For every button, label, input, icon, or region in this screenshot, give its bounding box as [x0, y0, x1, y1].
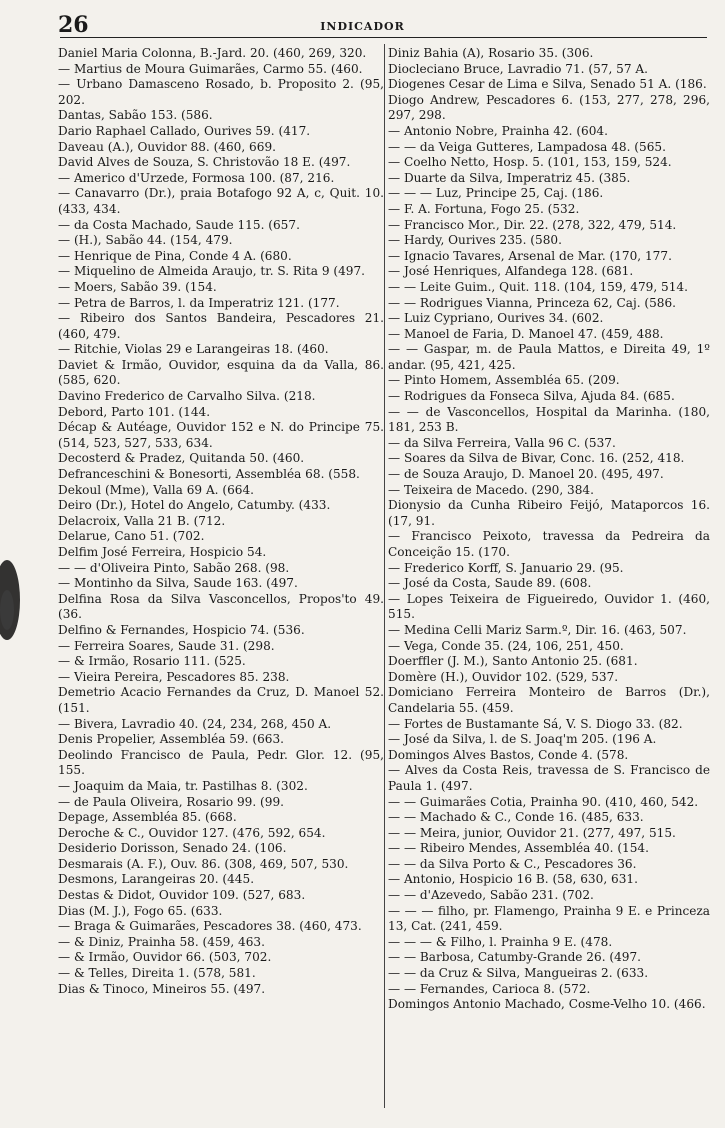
directory-entry: Diocleciano Bruce, Lavradio 71. (57, 57 A. — [388, 61, 648, 76]
directory-entry: — Urbano Damasceno Rosado, b. Proposito 2. (95, 202. — [58, 77, 384, 107]
directory-entry: Denis Propelier, Assembléa 59. (663. — [58, 732, 285, 747]
directory-entry: Domingos Antonio Machado, Cosme-Velho 10. (466. — [388, 997, 706, 1012]
header-rule — [60, 37, 707, 38]
directory-entry: — — da Silva Porto & C., Pescadores 36. — [388, 856, 637, 871]
directory-entry: — Henrique de Pina, Conde 4 A. (680. — [58, 248, 292, 263]
directory-entry: — de Paula Oliveira, Rosario 99. (99. — [58, 794, 284, 809]
directory-entry: Dario Raphael Callado, Ourives 59. (417. — [58, 123, 311, 138]
directory-entry: Delfim José Ferreira, Hospicio 54. — [58, 545, 267, 559]
directory-entry: — Manoel de Faria, D. Manoel 47. (459, 488. — [388, 326, 664, 341]
directory-entry: — — — Luz, Principe 25, Caj. (186. — [388, 186, 604, 201]
directory-entry: Deroche & C., Ouvidor 127. (476, 592, 654. — [58, 825, 326, 840]
directory-entry: — — Rodrigues Vianna, Princeza 62, Caj. (586. — [388, 295, 677, 310]
directory-entry: — da Silva Ferreira, Valla 96 C. (537. — [388, 435, 616, 450]
directory-entry: Domère (H.), Ouvidor 102. (529, 537. — [388, 669, 619, 684]
directory-entry: — Ritchie, Violas 29 e Larangeiras 18. (460. — [58, 342, 329, 357]
directory-entry: — Lopes Teixeira de Figueiredo, Ouvidor 1. (460, 515. — [388, 591, 710, 622]
directory-entry: — Medina Celli Mariz Sarm.º, Dir. 16. (463, 507. — [388, 622, 687, 637]
directory-entry: — & Diniz, Prainha 58. (459, 463. — [58, 934, 265, 949]
directory-entry: — Petra de Barros, l. da Imperatriz 121. (177. — [58, 295, 340, 310]
directory-entry: — Fortes de Bustamante Sá, V. S. Diogo 33. (82. — [388, 716, 683, 731]
directory-entry: Demetrio Acacio Fernandes da Cruz, D. Manoel 52. (151. — [58, 685, 384, 715]
directory-entry: — — d'Oliveira Pinto, Sabão 268. (98. — [58, 560, 290, 575]
directory-entry: Dias (M. J.), Fogo 65. (633. — [58, 903, 223, 918]
directory-entry: David Alves de Souza, S. Christovão 18 E. (497. — [58, 155, 351, 170]
directory-entry: Doerffler (J. M.), Santo Antonio 25. (681. — [388, 654, 638, 669]
directory-entry: — Ribeiro dos Santos Bandeira, Pescadores 21. (460, 479. — [58, 311, 384, 341]
directory-entry: Deiro (Dr.), Hotel do Angelo, Catumby. (433. — [58, 498, 331, 513]
directory-entry: — Montinho da Silva, Saude 163. (497. — [58, 576, 298, 591]
directory-entry: — Moers, Sabão 39. (154. — [58, 279, 217, 294]
directory-entry: — Rodrigues da Fonseca Silva, Ajuda 84. (685. — [388, 389, 675, 404]
directory-entry: — Luiz Cypriano, Ourives 34. (602. — [388, 311, 604, 326]
directory-entry: Dantas, Sabão 153. (586. — [58, 108, 213, 123]
ink-blot-inner — [0, 590, 14, 630]
directory-entry: — Hardy, Ourives 235. (580. — [388, 233, 562, 248]
directory-entry: — Canavarro (Dr.), praia Botafogo 92 A, c, Quit. 10. (433, 434. — [58, 186, 384, 216]
directory-entry: — (H.), Sabão 44. (154, 479. — [58, 233, 233, 248]
directory-entry: Diogo Andrew, Pescadores 6. (153, 277, 278, 296, 297, 298. — [388, 92, 710, 123]
directory-entry: — Ignacio Tavares, Arsenal de Mar. (170, 177. — [388, 248, 672, 263]
directory-entry: — — Guimarães Cotia, Prainha 90. (410, 460, 542. — [388, 794, 699, 809]
directory-entry: — José Henriques, Alfandega 128. (681. — [388, 264, 634, 279]
directory-entry: Dionysio da Cunha Ribeiro Feijó, Mataporcos 16. (17, 91. — [388, 498, 710, 528]
directory-entry: — — de Vasconcellos, Hospital da Marinha. (180, 181, 253 B. — [388, 404, 710, 435]
page-number: 26 — [58, 12, 89, 38]
directory-entry: Desmons, Larangeiras 20. (445. — [58, 872, 255, 887]
directory-entry: — — da Veiga Gutteres, Lampadosa 48. (565. — [388, 139, 666, 154]
directory-entry: Delfina Rosa da Silva Vasconcellos, Propos'to 49. (36. — [58, 591, 384, 622]
directory-entry: — — Ribeiro Mendes, Assembléa 40. (154. — [388, 841, 649, 856]
directory-entry: — — Barbosa, Catumby-Grande 26. (497. — [388, 950, 642, 965]
directory-entry: — Antonio, Hospicio 16 B. (58, 630, 631. — [388, 872, 638, 887]
directory-entry: — Antonio Nobre, Prainha 42. (604. — [388, 123, 608, 138]
directory-entry: — — — & Filho, l. Prainha 9 E. (478. — [388, 934, 613, 949]
directory-entry: — Francisco Peixoto, travessa da Pedreira da Conceição 15. (170. — [388, 529, 710, 559]
directory-entry: — — Machado & C., Conde 16. (485, 633. — [388, 810, 644, 825]
directory-entry: Domiciano Ferreira Monteiro de Barros (Dr.), Candelaria 55. (459. — [388, 685, 710, 715]
directory-entry: — & Irmão, Ouvidor 66. (503, 702. — [58, 950, 272, 965]
directory-entry: Daveau (A.), Ouvidor 88. (460, 669. — [58, 139, 276, 154]
directory-entry: Debord, Parto 101. (144. — [58, 404, 211, 419]
page-header — [0, 10, 725, 38]
directory-entry: — Miquelino de Almeida Araujo, tr. S. Rita 9 (497. — [58, 264, 366, 279]
directory-entry: — Bivera, Lavradio 40. (24, 234, 268, 450 A. — [58, 716, 332, 731]
directory-entry: — — d'Azevedo, Sabão 231. (702. — [388, 888, 594, 903]
directory-entry: — F. A. Fortuna, Fogo 25. (532. — [388, 201, 580, 216]
directory-entry: Defranceschini & Bonesorti, Assembléa 68. (558. — [58, 467, 360, 482]
directory-entry: Deolindo Francisco de Paula, Pedr. Glor. 12. (95, 155. — [58, 747, 384, 778]
directory-entry: — José da Silva, l. de S. Joaq'm 205. (196 A. — [388, 732, 657, 747]
directory-entry: — Alves da Costa Reis, travessa de S. Francisco de Paula 1. (497. — [388, 763, 710, 793]
directory-entry: Desiderio Dorisson, Senado 24. (106. — [58, 841, 287, 856]
directory-entry: — José da Costa, Saude 89. (608. — [388, 576, 592, 591]
directory-entry: — — Fernandes, Carioca 8. (572. — [388, 981, 591, 996]
directory-entry: — — da Cruz & Silva, Mangueiras 2. (633. — [388, 966, 649, 981]
directory-entry: — Joaquim da Maia, tr. Pastilhas 8. (302. — [58, 778, 308, 793]
directory-entry: Daniel Maria Colonna, B.-Jard. 20. (460, 269, 320. — [58, 46, 367, 60]
directory-entry: — Duarte da Silva, Imperatriz 45. (385. — [388, 170, 631, 185]
directory-entry: — Vega, Conde 35. (24, 106, 251, 450. — [388, 638, 624, 653]
directory-entry: Delarue, Cano 51. (702. — [58, 529, 205, 544]
directory-entry: — Francisco Mor., Dir. 22. (278, 322, 479, 514. — [388, 217, 677, 232]
left-column — [58, 46, 384, 997]
right-column — [388, 46, 710, 1013]
directory-entry: — & Irmão, Rosario 111. (525. — [58, 654, 246, 669]
directory-entry: — Ferreira Soares, Saude 31. (298. — [58, 638, 275, 653]
directory-entry: Domingos Alves Bastos, Conde 4. (578. — [388, 747, 629, 762]
directory-entry: Daviet & Irmão, Ouvidor, esquina da da Valla, 86. (585, 620. — [58, 357, 384, 388]
directory-entry: — — Gaspar, m. de Paula Mattos, e Direita 49, 1º andar. (95, 421, 425. — [388, 342, 710, 372]
directory-entry: Destas & Didot, Ouvidor 109. (527, 683. — [58, 888, 306, 903]
directory-entry: — Frederico Korff, S. Januario 29. (95. — [388, 560, 624, 575]
directory-entry: — Teixeira de Macedo. (290, 384. — [388, 482, 594, 497]
directory-entry: Desmarais (A. F.), Ouv. 86. (308, 469, 507, 530. — [58, 856, 349, 871]
directory-entry: Decosterd & Pradez, Quitanda 50. (460. — [58, 451, 305, 466]
directory-entry: — Coelho Netto, Hosp. 5. (101, 153, 159, 524. — [388, 155, 672, 170]
directory-entry: — Soares da Silva de Bivar, Conc. 16. (252, 418. — [388, 451, 685, 466]
directory-entry: Delacroix, Valla 21 B. (712. — [58, 513, 226, 528]
directory-entry: — — — filho, pr. Flamengo, Prainha 9 E. e Princeza 13, Cat. (241, 459. — [388, 903, 710, 934]
directory-entry: Dekoul (Mme), Valla 69 A. (664. — [58, 482, 255, 497]
directory-entry: — — Leite Guim., Quit. 118. (104, 159, 479, 514. — [388, 279, 688, 294]
directory-entry: Dias & Tinoco, Mineiros 55. (497. — [58, 981, 266, 996]
directory-entry: — Martius de Moura Guimarães, Carmo 55. (460. — [58, 61, 363, 76]
directory-entry: Delfino & Fernandes, Hospicio 74. (536. — [58, 622, 305, 637]
directory-entry: — da Costa Machado, Saude 115. (657. — [58, 217, 300, 232]
directory-entry: — de Souza Araujo, D. Manoel 20. (495, 497. — [388, 467, 664, 482]
directory-entry: — Americo d'Urzede, Formosa 100. (87, 216. — [58, 170, 335, 185]
directory-entry: Décap & Autéage, Ouvidor 152 e N. do Principe 75. (514, 523, 527, 533, 634. — [58, 420, 384, 450]
directory-entry: — Braga & Guimarães, Pescadores 38. (460, 473. — [58, 919, 362, 934]
directory-entry: — & Telles, Direita 1. (578, 581. — [58, 966, 256, 981]
directory-entry: Depage, Assembléa 85. (668. — [58, 810, 237, 825]
directory-entry: — — Meira, junior, Ouvidor 21. (277, 497, 515. — [388, 825, 676, 840]
directory-entry: Diniz Bahia (A), Rosario 35. (306. — [388, 46, 594, 60]
page-title: INDICADOR — [320, 20, 405, 33]
directory-entry: Davino Frederico de Carvalho Silva. (218. — [58, 389, 316, 404]
directory-entry: — Vieira Pereira, Pescadores 85. 238. — [58, 669, 290, 684]
directory-entry: — Pinto Homem, Assembléa 65. (209. — [388, 373, 620, 388]
column-divider — [384, 44, 385, 1108]
directory-entry: Diogenes Cesar de Lima e Silva, Senado 51 A. (186. — [388, 77, 707, 92]
